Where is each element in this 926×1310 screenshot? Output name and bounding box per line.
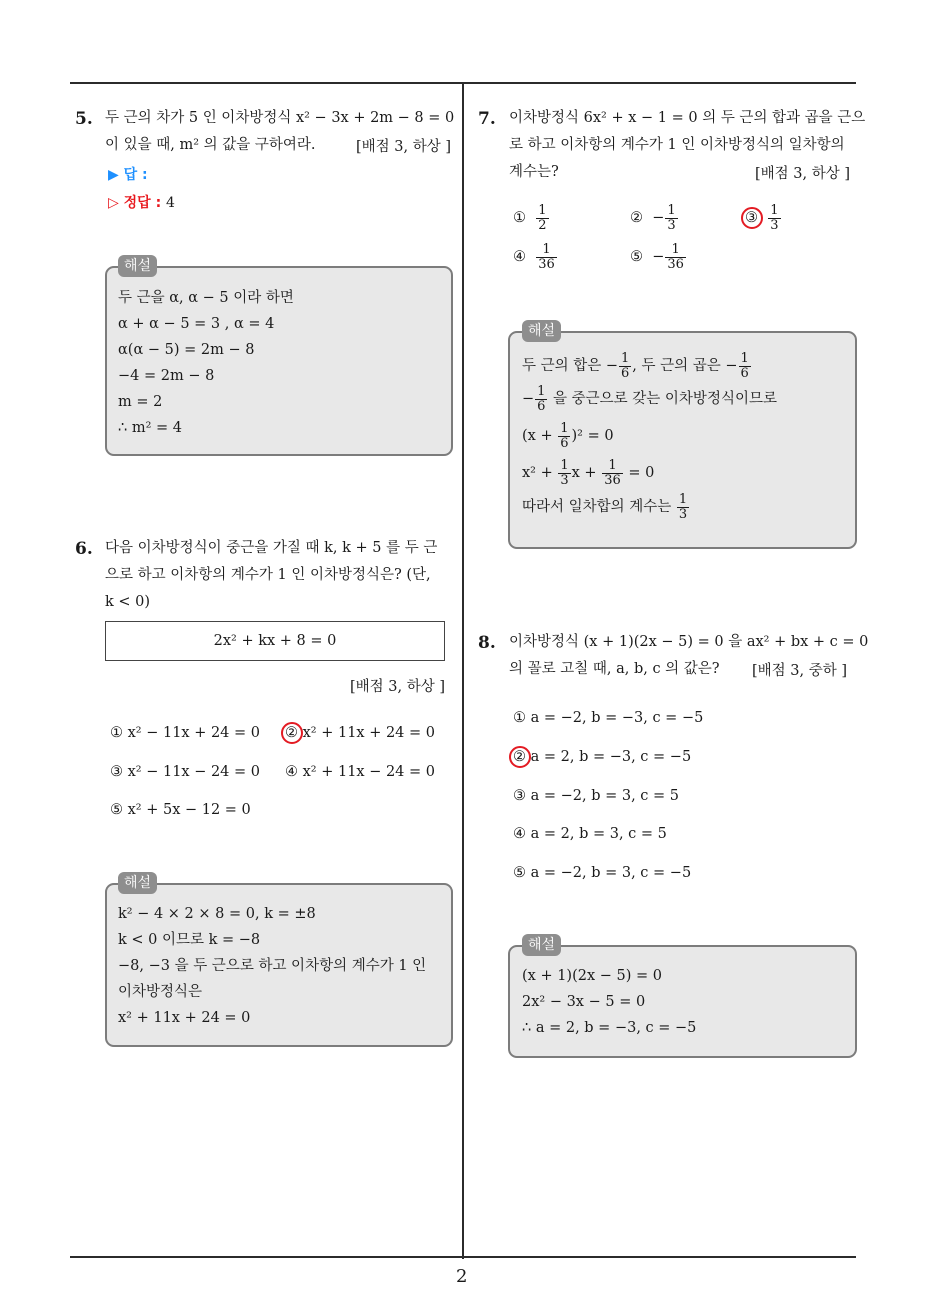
numerator: 1 (665, 243, 686, 258)
denominator: 3 (560, 472, 569, 488)
solution-tag: 해설 (522, 934, 561, 956)
score-meta: [배점 3, 하상 ] (356, 139, 452, 155)
question-text: 이차방정식 (x + 1)(2x − 5) = 0 을 ax² + bx + c = 0 (509, 634, 869, 650)
choice-2[interactable]: ② a = 2, b = −3, c = −5 (513, 749, 692, 765)
fraction (535, 385, 547, 413)
denominator: 36 (538, 256, 555, 272)
score-meta: [배점 3, 하상 ] (755, 166, 851, 182)
fraction (665, 243, 686, 271)
solution-line: α(α − 5) = 2m − 8 (118, 342, 255, 358)
solution-line (522, 493, 690, 521)
correct-value: 4 (166, 195, 175, 211)
solution-line: 2x² − 3x − 5 = 0 (522, 994, 646, 1010)
selected-mark-circle (509, 746, 531, 768)
solution-line: ∴ a = 2, b = −3, c = −5 (522, 1020, 697, 1036)
solution-line: −4 = 2m − 8 (118, 368, 215, 384)
numerator: 1 (560, 458, 569, 473)
choice-sign: − (652, 249, 665, 266)
correct-label: ▷ 정답 : (108, 195, 162, 211)
fraction (602, 459, 623, 487)
question-number: 8. (478, 633, 496, 653)
numerator: 1 (536, 243, 557, 258)
solution-line: α + α − 5 = 3 , α = 4 (118, 316, 275, 332)
solution-text: , 두 근의 곱은 − (632, 358, 738, 375)
solution-text: 두 근의 합은 − (522, 358, 619, 375)
choice-4[interactable]: ④ a = 2, b = 3, c = 5 (513, 826, 667, 842)
solution-line: 두 근을 α, α − 5 이라 하면 (118, 290, 294, 306)
solution-tag: 해설 (118, 255, 157, 277)
solution-text: (x + (522, 428, 558, 445)
choice-5[interactable]: ⑤ x² + 5x − 12 = 0 (110, 802, 251, 818)
choice-4[interactable]: ④ x² + 11x − 24 = 0 (285, 764, 436, 780)
question-number: 7. (478, 109, 496, 129)
given-formula: 2x² + kx + 8 = 0 (213, 633, 337, 649)
numerator: 1 (538, 203, 547, 218)
question-text: 다음 이차방정식이 중근을 가질 때 k, k + 5 를 두 근 (105, 540, 438, 556)
choice-3[interactable]: ③ a = −2, b = 3, c = 5 (513, 788, 680, 804)
solution-text: )² = 0 (571, 428, 614, 445)
column-divider (462, 82, 464, 1259)
choice-mark: ② (630, 210, 643, 227)
choice-1[interactable] (513, 204, 550, 232)
solution-text: x² + (522, 465, 558, 482)
question-text: 계수는? (509, 164, 559, 180)
solution-line (522, 352, 752, 380)
question-text: 이차방정식 6x² + x − 1 = 0 의 두 근의 합과 곱을 근으 (509, 110, 866, 126)
denominator: 36 (667, 256, 684, 272)
numerator: 1 (621, 351, 630, 366)
choice-mark: ④ (513, 249, 526, 266)
solution-text: x + (571, 465, 602, 482)
question-text: 으로 하고 이차항의 계수가 1 인 이차방정식은? (단, (105, 567, 431, 583)
fraction (768, 204, 780, 232)
choice-3[interactable]: ③ x² − 11x − 24 = 0 (110, 764, 261, 780)
choice-2[interactable]: ② x² + 11x + 24 = 0 (285, 725, 436, 741)
question-text: 두 근의 차가 5 인 이차방정식 x² − 3x + 2m − 8 = 0 (105, 110, 455, 126)
bottom-rule (70, 1256, 856, 1258)
choice-mark: ⑤ (630, 249, 643, 266)
question-number: 6. (75, 539, 93, 559)
fraction (677, 493, 689, 521)
question-text: 의 꼴로 고칠 때, a, b, c 의 값은? (509, 661, 720, 677)
solution-text: 을 중근으로 갖는 이차방정식이므로 (548, 391, 777, 408)
solution-line: k² − 4 × 2 × 8 = 0, k = ±8 (118, 906, 316, 922)
solution-text: 따라서 일차합의 계수는 (522, 499, 676, 516)
score-meta: [배점 3, 중하 ] (752, 663, 848, 679)
page-number: 2 (456, 1266, 468, 1287)
solution-line (522, 459, 654, 487)
solution-text: = 0 (623, 465, 655, 482)
choice-5[interactable] (630, 243, 687, 271)
denominator: 3 (678, 506, 688, 522)
denominator: 2 (538, 217, 547, 233)
solution-text: − (522, 391, 535, 408)
score-meta: [배점 3, 하상 ] (350, 679, 446, 695)
question-number: 5. (75, 109, 93, 129)
fraction (558, 422, 570, 450)
denominator: 6 (560, 435, 569, 451)
solution-line: m = 2 (118, 394, 163, 410)
numerator: 1 (667, 203, 676, 218)
answer-label: ▶ 답 : (108, 167, 148, 183)
fraction (739, 352, 751, 380)
fraction (536, 243, 557, 271)
solution-line: k < 0 이므로 k = −8 (118, 932, 261, 948)
denominator: 6 (740, 365, 749, 381)
numerator: 1 (678, 492, 688, 507)
numerator: 1 (740, 351, 749, 366)
choice-5[interactable]: ⑤ a = −2, b = 3, c = −5 (513, 865, 692, 881)
choice-mark: ③ (745, 210, 758, 227)
choice-sign: − (652, 210, 665, 227)
fraction (619, 352, 631, 380)
denominator: 6 (537, 398, 546, 414)
solution-line: 이차방정식은 (118, 984, 203, 1000)
correct-answer-label (108, 192, 175, 212)
selected-mark-circle (741, 207, 763, 229)
choice-1[interactable]: ① x² − 11x + 24 = 0 (110, 725, 261, 741)
solution-line: ∴ m² = 4 (118, 420, 182, 436)
fraction (665, 204, 677, 232)
selected-mark-circle (281, 722, 303, 744)
numerator: 1 (602, 459, 623, 474)
solution-line: −8, −3 을 두 근으로 하고 이차항의 계수가 1 인 (118, 958, 427, 974)
numerator: 1 (770, 203, 779, 218)
question-text: k < 0) (105, 594, 151, 610)
question-text: 이 있을 때, m² 의 값을 구하여라. (105, 137, 316, 153)
solution-line: x² + 11x + 24 = 0 (118, 1010, 251, 1026)
denominator: 3 (667, 217, 676, 233)
solution-tag: 해설 (522, 320, 561, 342)
numerator: 1 (537, 384, 546, 399)
choice-2[interactable] (630, 204, 679, 232)
solution-line (522, 422, 614, 450)
solution-tag: 해설 (118, 872, 157, 894)
choice-1[interactable]: ① a = −2, b = −3, c = −5 (513, 710, 704, 726)
denominator: 36 (604, 472, 621, 488)
choice-mark: ① (513, 210, 526, 227)
fraction (558, 459, 570, 487)
fraction (536, 204, 548, 232)
given-formula-box (105, 621, 445, 661)
choice-4[interactable] (513, 243, 558, 271)
denominator: 3 (770, 217, 779, 233)
question-text: 로 하고 이차항의 계수가 1 인 이차방정식의 일차항의 (509, 137, 845, 153)
numerator: 1 (560, 421, 569, 436)
denominator: 6 (621, 365, 630, 381)
solution-line (522, 385, 777, 413)
solution-line: (x + 1)(2x − 5) = 0 (522, 968, 662, 984)
